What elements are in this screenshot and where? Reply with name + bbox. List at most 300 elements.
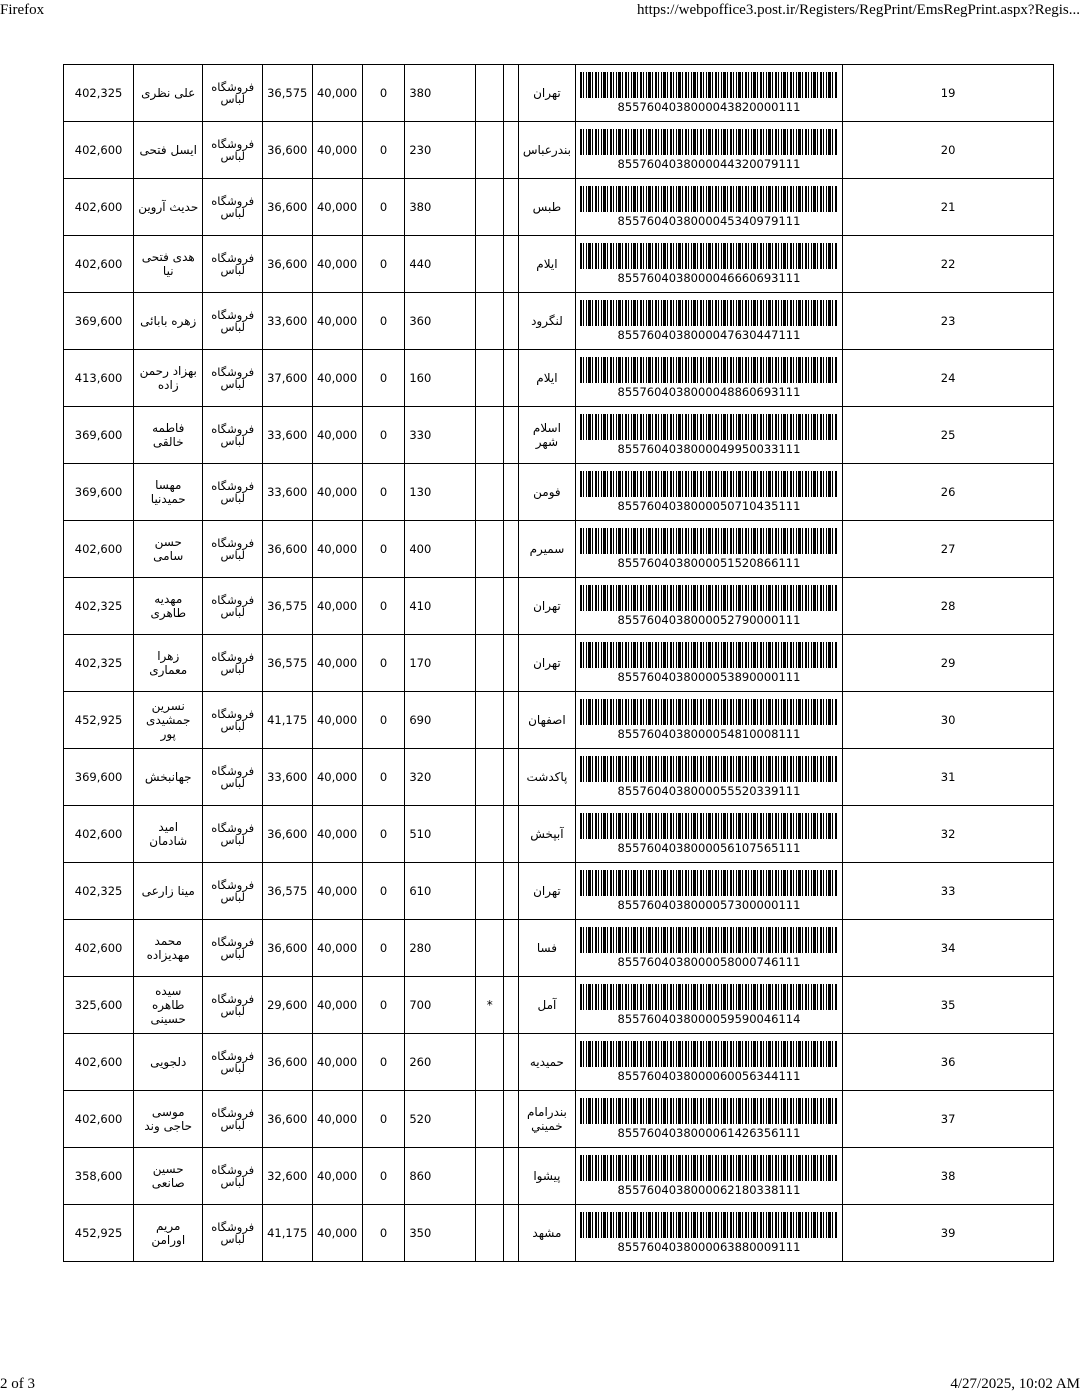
barcode-number: 8557604038000052790000111: [617, 613, 801, 627]
postage-cell: 36,600: [263, 122, 313, 179]
postage-cell: 36,575: [263, 863, 313, 920]
shipments-table: [63, 64, 1080, 1262]
total-cell: 402,600: [64, 122, 134, 179]
row-number-cell: 21: [842, 179, 1053, 236]
row-number-cell: 29: [842, 635, 1053, 692]
barcode-cell: [575, 179, 842, 236]
barcode-image: [580, 72, 838, 98]
barcode-cell: [575, 1034, 842, 1091]
service-fee-cell: 40,000: [312, 578, 362, 635]
row-number-cell: 34: [842, 920, 1053, 977]
weight-cell: 690: [405, 692, 476, 749]
extra-fee-cell: 0: [362, 578, 405, 635]
service-fee-cell: 40,000: [312, 122, 362, 179]
sender-name-cell: فروشگاه لباس: [203, 920, 263, 977]
barcode-image: [580, 300, 838, 326]
recipient-name-cell: هدی فتحی نیا: [134, 236, 203, 293]
extra-fee-cell: 0: [362, 521, 405, 578]
extra-fee-cell: 0: [362, 122, 405, 179]
weight-cell: 410: [405, 578, 476, 635]
page-number: 2 of 3: [0, 1376, 35, 1392]
postage-cell: 29,600: [263, 977, 313, 1034]
sender-name-cell: فروشگاه لباس: [203, 749, 263, 806]
weight-cell: 160: [405, 350, 476, 407]
flag-cell: [476, 1034, 504, 1091]
recipient-name-cell: مینا زارعی: [134, 863, 203, 920]
recipient-name-cell: مهسا حمیدنیا: [134, 464, 203, 521]
sender-name-cell: فروشگاه لباس: [203, 236, 263, 293]
total-cell: 369,600: [64, 293, 134, 350]
flag-cell: [476, 179, 504, 236]
service-fee-cell: 40,000: [312, 920, 362, 977]
extra-fee-cell: 0: [362, 1148, 405, 1205]
table-row: [64, 65, 1080, 122]
barcode-cell: [575, 293, 842, 350]
service-fee-cell: 40,000: [312, 635, 362, 692]
barcode-number: 8557604038000049950033111: [617, 442, 801, 456]
destination-city-cell: بندرعباس: [518, 122, 575, 179]
destination-city-cell: فسا: [518, 920, 575, 977]
postage-cell: 36,600: [263, 1091, 313, 1148]
table-row: [64, 350, 1080, 407]
sender-name-cell: فروشگاه لباس: [203, 863, 263, 920]
row-number-cell: 39: [842, 1205, 1053, 1262]
sender-name-cell: فروشگاه لباس: [203, 521, 263, 578]
destination-city-cell: اصفهان: [518, 692, 575, 749]
table-row: [64, 1205, 1080, 1262]
extra-fee-cell: 0: [362, 920, 405, 977]
flag-cell: [476, 920, 504, 977]
table-row: [64, 1034, 1080, 1091]
postage-cell: 33,600: [263, 407, 313, 464]
flag-cell: [476, 236, 504, 293]
total-cell: 402,600: [64, 236, 134, 293]
barcode-number: 8557604038000057300000111: [617, 898, 801, 912]
empty-cell: [504, 1034, 518, 1091]
destination-city-cell: ایلام: [518, 350, 575, 407]
barcode-cell: [575, 920, 842, 977]
barcode-image: [580, 471, 838, 497]
flag-cell: [476, 806, 504, 863]
postage-cell: 36,600: [263, 920, 313, 977]
row-number-cell: 28: [842, 578, 1053, 635]
row-number-cell: 32: [842, 806, 1053, 863]
barcode-number: 8557604038000062180338111: [617, 1183, 801, 1197]
barcode-cell: [575, 635, 842, 692]
sender-name-cell: فروشگاه لباس: [203, 806, 263, 863]
destination-city-cell: بندرامام خميني: [518, 1091, 575, 1148]
weight-cell: 360: [405, 293, 476, 350]
table-row: [64, 122, 1080, 179]
row-number-cell: 24: [842, 350, 1053, 407]
barcode-number: 8557604038000046660693111: [617, 271, 801, 285]
destination-city-cell: آمل: [518, 977, 575, 1034]
destination-city-cell: پیشوا: [518, 1148, 575, 1205]
service-fee-cell: 40,000: [312, 1148, 362, 1205]
table-row: [64, 749, 1080, 806]
recipient-name-cell: محمد مهدیزاده: [134, 920, 203, 977]
postage-cell: 33,600: [263, 293, 313, 350]
flag-cell: [476, 293, 504, 350]
empty-cell: [504, 749, 518, 806]
barcode-number: 8557604038000055520339111: [617, 784, 801, 798]
barcode-image: [580, 813, 838, 839]
sender-name-cell: فروشگاه لباس: [203, 1091, 263, 1148]
postage-cell: 36,600: [263, 806, 313, 863]
service-fee-cell: 40,000: [312, 407, 362, 464]
extra-fee-cell: 0: [362, 806, 405, 863]
empty-cell: [504, 977, 518, 1034]
weight-cell: 350: [405, 1205, 476, 1262]
total-cell: 402,600: [64, 1091, 134, 1148]
recipient-name-cell: حسن سامی: [134, 521, 203, 578]
weight-cell: 130: [405, 464, 476, 521]
recipient-name-cell: امید شادمان: [134, 806, 203, 863]
barcode-number: 8557604038000061426356111: [617, 1126, 801, 1140]
recipient-name-cell: ایسل فتحی: [134, 122, 203, 179]
barcode-image: [580, 186, 838, 212]
table-row: [64, 1148, 1080, 1205]
recipient-name-cell: نسرین جمشیدی پور: [134, 692, 203, 749]
postage-cell: 41,175: [263, 1205, 313, 1262]
service-fee-cell: 40,000: [312, 521, 362, 578]
sender-name-cell: فروشگاه لباس: [203, 1205, 263, 1262]
empty-cell: [504, 920, 518, 977]
empty-cell: [504, 407, 518, 464]
row-number-cell: 27: [842, 521, 1053, 578]
flag-cell: [476, 65, 504, 122]
sender-name-cell: فروشگاه لباس: [203, 578, 263, 635]
destination-city-cell: پاکدشت: [518, 749, 575, 806]
barcode-cell: [575, 236, 842, 293]
sender-name-cell: فروشگاه لباس: [203, 65, 263, 122]
browser-name: Firefox: [0, 2, 45, 18]
barcode-image: [580, 528, 838, 554]
flag-cell: [476, 1091, 504, 1148]
table-row: [64, 179, 1080, 236]
table-row: [64, 806, 1080, 863]
extra-fee-cell: 0: [362, 635, 405, 692]
flag-cell: [476, 863, 504, 920]
weight-cell: 520: [405, 1091, 476, 1148]
row-number-cell: 26: [842, 464, 1053, 521]
barcode-number: 8557604038000063880009111: [617, 1240, 801, 1254]
barcode-cell: [575, 521, 842, 578]
page-url: https://webpoffice3.post.ir/Registers/RegPrint/EmsRegPrint.aspx?Regis...: [636, 2, 1080, 18]
sender-name-cell: فروشگاه لباس: [203, 179, 263, 236]
empty-cell: [504, 863, 518, 920]
flag-cell: *: [476, 977, 504, 1034]
flag-cell: [476, 464, 504, 521]
barcode-number: 8557604038000060056344111: [617, 1069, 801, 1083]
barcode-number: 8557604038000058000746111: [617, 955, 801, 969]
barcode-image: [580, 699, 838, 725]
sender-name-cell: فروشگاه لباس: [203, 635, 263, 692]
service-fee-cell: 40,000: [312, 236, 362, 293]
empty-cell: [504, 350, 518, 407]
empty-cell: [504, 179, 518, 236]
service-fee-cell: 40,000: [312, 293, 362, 350]
destination-city-cell: حمیدیه: [518, 1034, 575, 1091]
destination-city-cell: سمیرم: [518, 521, 575, 578]
barcode-number: 8557604038000056107565111: [617, 841, 801, 855]
postage-cell: 32,600: [263, 1148, 313, 1205]
extra-fee-cell: 0: [362, 692, 405, 749]
total-cell: 452,925: [64, 692, 134, 749]
extra-fee-cell: 0: [362, 65, 405, 122]
row-number-cell: 31: [842, 749, 1053, 806]
flag-cell: [476, 122, 504, 179]
sender-name-cell: فروشگاه لباس: [203, 293, 263, 350]
barcode-image: [580, 870, 838, 896]
total-cell: 402,325: [64, 578, 134, 635]
empty-cell: [504, 692, 518, 749]
service-fee-cell: 40,000: [312, 863, 362, 920]
table-row: [64, 635, 1080, 692]
table-row: [64, 236, 1080, 293]
print-header: [0, 0, 1080, 28]
total-cell: 402,325: [64, 635, 134, 692]
postage-cell: 36,600: [263, 179, 313, 236]
postage-cell: 36,600: [263, 1034, 313, 1091]
weight-cell: 400: [405, 521, 476, 578]
barcode-cell: [575, 749, 842, 806]
row-number-cell: 36: [842, 1034, 1053, 1091]
recipient-name-cell: حدیث آروین: [134, 179, 203, 236]
total-cell: 402,600: [64, 521, 134, 578]
total-cell: 402,600: [64, 806, 134, 863]
weight-cell: 510: [405, 806, 476, 863]
destination-city-cell: تهران: [518, 863, 575, 920]
weight-cell: 700: [405, 977, 476, 1034]
barcode-image: [580, 984, 838, 1010]
weight-cell: 170: [405, 635, 476, 692]
flag-cell: [476, 521, 504, 578]
table-row: [64, 293, 1080, 350]
weight-cell: 320: [405, 749, 476, 806]
barcode-cell: [575, 122, 842, 179]
total-cell: 402,325: [64, 65, 134, 122]
total-cell: 413,600: [64, 350, 134, 407]
barcode-number: 8557604038000053890000111: [617, 670, 801, 684]
weight-cell: 440: [405, 236, 476, 293]
flag-cell: [476, 1205, 504, 1262]
total-cell: 452,925: [64, 1205, 134, 1262]
service-fee-cell: 40,000: [312, 692, 362, 749]
row-number-cell: 19: [842, 65, 1053, 122]
weight-cell: 380: [405, 179, 476, 236]
recipient-name-cell: زهرا معماری: [134, 635, 203, 692]
service-fee-cell: 40,000: [312, 806, 362, 863]
empty-cell: [504, 521, 518, 578]
postage-cell: 36,575: [263, 65, 313, 122]
table-row: [64, 464, 1080, 521]
weight-cell: 280: [405, 920, 476, 977]
service-fee-cell: 40,000: [312, 179, 362, 236]
empty-cell: [504, 1091, 518, 1148]
barcode-cell: [575, 1091, 842, 1148]
destination-city-cell: تهران: [518, 578, 575, 635]
barcode-number: 8557604038000051520866111: [617, 556, 801, 570]
postage-cell: 33,600: [263, 749, 313, 806]
total-cell: 369,600: [64, 749, 134, 806]
table-row: [64, 521, 1080, 578]
weight-cell: 610: [405, 863, 476, 920]
extra-fee-cell: 0: [362, 293, 405, 350]
barcode-cell: [575, 863, 842, 920]
service-fee-cell: 40,000: [312, 977, 362, 1034]
empty-cell: [504, 236, 518, 293]
postage-cell: 37,600: [263, 350, 313, 407]
row-number-cell: 20: [842, 122, 1053, 179]
flag-cell: [476, 1148, 504, 1205]
service-fee-cell: 40,000: [312, 1034, 362, 1091]
row-number-cell: 25: [842, 407, 1053, 464]
barcode-cell: [575, 407, 842, 464]
postage-cell: 33,600: [263, 464, 313, 521]
barcode-cell: [575, 350, 842, 407]
flag-cell: [476, 635, 504, 692]
row-number-cell: 22: [842, 236, 1053, 293]
barcode-image: [580, 756, 838, 782]
barcode-number: 8557604038000043820000111: [617, 100, 801, 114]
destination-city-cell: فومن: [518, 464, 575, 521]
destination-city-cell: تهران: [518, 65, 575, 122]
barcode-image: [580, 414, 838, 440]
postage-cell: 36,600: [263, 236, 313, 293]
extra-fee-cell: 0: [362, 1034, 405, 1091]
barcode-cell: [575, 464, 842, 521]
sender-name-cell: فروشگاه لباس: [203, 977, 263, 1034]
barcode-number: 8557604038000048860693111: [617, 385, 801, 399]
weight-cell: 260: [405, 1034, 476, 1091]
extra-fee-cell: 0: [362, 407, 405, 464]
destination-city-cell: ایلام: [518, 236, 575, 293]
postage-cell: 36,575: [263, 635, 313, 692]
barcode-cell: [575, 806, 842, 863]
recipient-name-cell: زهره بابائی: [134, 293, 203, 350]
flag-cell: [476, 749, 504, 806]
table-row: [64, 863, 1080, 920]
barcode-image: [580, 357, 838, 383]
total-cell: 358,600: [64, 1148, 134, 1205]
table-row: [64, 1091, 1080, 1148]
service-fee-cell: 40,000: [312, 464, 362, 521]
barcode-image: [580, 1041, 838, 1067]
row-number-cell: 23: [842, 293, 1053, 350]
row-number-cell: 38: [842, 1148, 1053, 1205]
flag-cell: [476, 692, 504, 749]
service-fee-cell: 40,000: [312, 1091, 362, 1148]
extra-fee-cell: 0: [362, 863, 405, 920]
print-datetime: 4/27/2025, 10:02 AM: [950, 1376, 1080, 1392]
row-number-cell: 37: [842, 1091, 1053, 1148]
total-cell: 402,600: [64, 920, 134, 977]
empty-cell: [504, 122, 518, 179]
table-row: [64, 578, 1080, 635]
recipient-name-cell: مریم اورامن: [134, 1205, 203, 1262]
service-fee-cell: 40,000: [312, 350, 362, 407]
empty-cell: [504, 1205, 518, 1262]
extra-fee-cell: 0: [362, 977, 405, 1034]
barcode-number: 8557604038000044320079111: [617, 157, 801, 171]
extra-fee-cell: 0: [362, 464, 405, 521]
barcode-image: [580, 129, 838, 155]
extra-fee-cell: 0: [362, 236, 405, 293]
weight-cell: 230: [405, 122, 476, 179]
flag-cell: [476, 350, 504, 407]
total-cell: 369,600: [64, 407, 134, 464]
barcode-number: 8557604038000047630447111: [617, 328, 801, 342]
barcode-image: [580, 243, 838, 269]
service-fee-cell: 40,000: [312, 65, 362, 122]
barcode-image: [580, 1212, 838, 1238]
extra-fee-cell: 0: [362, 1205, 405, 1262]
empty-cell: [504, 806, 518, 863]
row-number-cell: 33: [842, 863, 1053, 920]
recipient-name-cell: جهانبخش: [134, 749, 203, 806]
empty-cell: [504, 293, 518, 350]
sender-name-cell: فروشگاه لباس: [203, 407, 263, 464]
weight-cell: 860: [405, 1148, 476, 1205]
barcode-number: 8557604038000059590046114: [617, 1012, 801, 1026]
table-row: [64, 920, 1080, 977]
barcode-number: 8557604038000054810008111: [617, 727, 801, 741]
barcode-image: [580, 927, 838, 953]
extra-fee-cell: 0: [362, 350, 405, 407]
recipient-name-cell: حسین صانعی: [134, 1148, 203, 1205]
recipient-name-cell: بهزاد رحمن زاده: [134, 350, 203, 407]
postage-cell: 36,575: [263, 578, 313, 635]
recipient-name-cell: موسی حاجی وند: [134, 1091, 203, 1148]
flag-cell: [476, 578, 504, 635]
table-row: [64, 692, 1080, 749]
empty-cell: [504, 635, 518, 692]
service-fee-cell: 40,000: [312, 749, 362, 806]
recipient-name-cell: دلجویی: [134, 1034, 203, 1091]
destination-city-cell: طبس: [518, 179, 575, 236]
sender-name-cell: فروشگاه لباس: [203, 350, 263, 407]
empty-cell: [504, 1148, 518, 1205]
table-row: [64, 407, 1080, 464]
total-cell: 325,600: [64, 977, 134, 1034]
postage-cell: 41,175: [263, 692, 313, 749]
barcode-image: [580, 585, 838, 611]
destination-city-cell: مشهد: [518, 1205, 575, 1262]
barcode-number: 8557604038000050710435111: [617, 499, 801, 513]
empty-cell: [504, 578, 518, 635]
flag-cell: [476, 407, 504, 464]
sender-name-cell: فروشگاه لباس: [203, 692, 263, 749]
total-cell: 369,600: [64, 464, 134, 521]
row-number-cell: 35: [842, 977, 1053, 1034]
barcode-image: [580, 1098, 838, 1124]
barcode-cell: [575, 1205, 842, 1262]
barcode-image: [580, 642, 838, 668]
barcode-cell: [575, 65, 842, 122]
empty-cell: [504, 65, 518, 122]
recipient-name-cell: علی نظری: [134, 65, 203, 122]
sender-name-cell: فروشگاه لباس: [203, 1148, 263, 1205]
extra-fee-cell: 0: [362, 1091, 405, 1148]
barcode-cell: [575, 1148, 842, 1205]
extra-fee-cell: 0: [362, 749, 405, 806]
recipient-name-cell: فاطمه خالقی: [134, 407, 203, 464]
barcode-cell: [575, 692, 842, 749]
total-cell: 402,600: [64, 179, 134, 236]
recipient-name-cell: سیده طاهره حسینی: [134, 977, 203, 1034]
barcode-image: [580, 1155, 838, 1181]
